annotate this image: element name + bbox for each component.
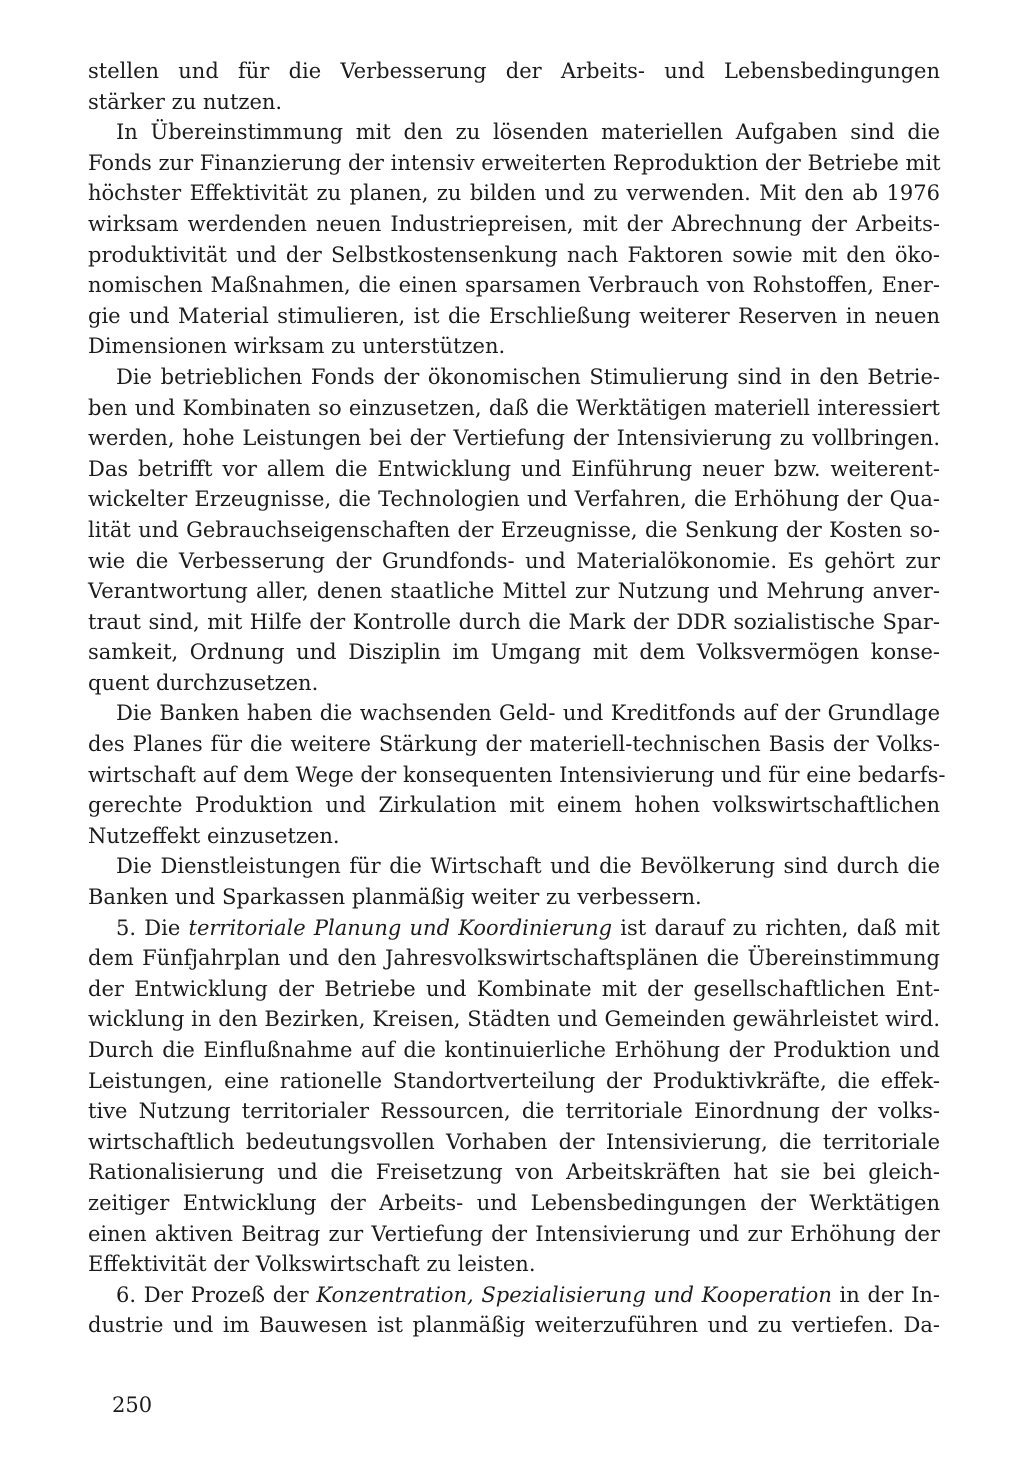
- section-5-emphasis: territoriale Planung und Koordinierung: [188, 915, 613, 940]
- section-6-emphasis: Konzentration, Spezialisierung und Kooperation: [316, 1282, 832, 1307]
- text-line: tive Nutzung territorialer Ressourcen, die territoriale Einordnung der volks-: [88, 1099, 940, 1124]
- paragraph-first-line: Die Dienstleistungen für die Wirtschaft und die Bevölkerung sind durch die: [116, 854, 940, 879]
- text-line: Dimensionen wirksam zu unterstützen.: [88, 334, 506, 359]
- text-line: wirtschaft auf dem Wege der konsequenten Intensivierung und für eine bedarfs-: [88, 762, 946, 787]
- text-line: wicklung in den Bezirken, Kreisen, Städten und Gemeinden gewährleistet wird.: [88, 1007, 940, 1032]
- section-5-rest: ist darauf zu richten, daß mit: [612, 915, 940, 940]
- document-page: [88, 56, 946, 1341]
- text-line: traut sind, mit Hilfe der Kontrolle durch die Mark der DDR sozialistische Spar-: [88, 609, 940, 634]
- text-line: gerechte Produktion und Zirkulation mit einem hohen volkswirtschaftlichen: [88, 793, 940, 818]
- text-line: Verantwortung aller, denen staatliche Mittel zur Nutzung und Mehrung anver-: [88, 579, 940, 604]
- text-line: ben und Kombinaten so einzusetzen, daß die Werktätigen materiell interessiert: [88, 395, 940, 420]
- text-line: der Entwicklung der Betriebe und Kombinate mit der gesellschaftlichen Ent-: [88, 976, 940, 1001]
- text-line: einen aktiven Beitrag zur Vertiefung der Intensivierung und zur Erhöhung der: [88, 1221, 940, 1246]
- text-line: Effektivität der Volkswirtschaft zu leisten.: [88, 1252, 536, 1277]
- paragraph-first-line: In Übereinstimmung mit den zu lösenden materiellen Aufgaben sind die: [116, 120, 940, 145]
- text-line: Leistungen, eine rationelle Standortverteilung der Produktivkräfte, die effek-: [88, 1068, 940, 1093]
- text-line: höchster Effektivität zu planen, zu bilden und zu verwenden. Mit den ab 1976: [88, 181, 940, 206]
- text-line: quent durchzusetzen.: [88, 670, 319, 695]
- text-line: samkeit, Ordnung und Disziplin im Umgang mit dem Volksvermögen konse-: [88, 640, 940, 665]
- text-line: stellen und für die Verbesserung der Arbeits- und Lebensbedingungen: [88, 59, 940, 83]
- paragraph-first-line: Die betrieblichen Fonds der ökonomischen Stimulierung sind in den Betrie-: [116, 364, 940, 389]
- text-line: Rationalisierung und die Freisetzung von Arbeitskräften hat sie bei gleich-: [88, 1160, 940, 1185]
- section-6-lead: 6. Der Prozeß der: [116, 1282, 317, 1307]
- text-line: Banken und Sparkassen planmäßig weiter zu verbessern.: [88, 885, 702, 910]
- text-line: dem Fünfjahrplan und den Jahresvolkswirtschaftsplänen die Übereinstimmung: [88, 946, 940, 971]
- text-line: gie und Material stimulieren, ist die Erschließung weiterer Reserven in neuen: [88, 303, 940, 328]
- section-6-rest: in der In-: [831, 1282, 941, 1307]
- text-line: wie die Verbesserung der Grundfonds- und Materialökonomie. Es gehört zur: [88, 548, 940, 573]
- text-line: Das betrifft vor allem die Entwicklung und Einführung neuer bzw. weiterent-: [88, 456, 940, 481]
- section-6-heading-line: [88, 1280, 940, 1311]
- section-5-heading-line: [88, 913, 940, 944]
- text-line: Nutzeffekt einzusetzen.: [88, 823, 340, 848]
- text-line: produktivität und der Selbstkostensenkung nach Faktoren sowie mit den öko-: [88, 242, 940, 267]
- text-line: stärker zu nutzen.: [88, 89, 283, 114]
- text-line: dustrie und im Bauwesen ist planmäßig weiterzuführen und zu vertiefen. Da-: [88, 1313, 940, 1338]
- page-number: 250: [112, 1393, 153, 1417]
- text-line: lität und Gebrauchseigenschaften der Erzeugnisse, die Senkung der Kosten so-: [88, 517, 940, 542]
- text-line: wirtschaftlich bedeutungsvollen Vorhaben der Intensivierung, die territoriale: [88, 1129, 940, 1154]
- text-line: wickelter Erzeugnisse, die Technologien und Verfahren, die Erhöhung der Qua-: [88, 487, 940, 512]
- text-line: nomischen Maßnahmen, die einen sparsamen Verbrauch von Rohstoffen, Ener-: [88, 273, 940, 298]
- text-line: wirksam werdenden neuen Industriepreisen, mit der Abrechnung der Arbeits-: [88, 211, 940, 236]
- text-line: Durch die Einflußnahme auf die kontinuierliche Erhöhung der Produktion und: [88, 1038, 940, 1062]
- text-line: Fonds zur Finanzierung der intensiv erweiterten Reproduktion der Betriebe mit: [88, 150, 941, 175]
- text-line: werden, hohe Leistungen bei der Vertiefung der Intensivierung zu vollbringen.: [88, 426, 940, 451]
- text-line: des Planes für die weitere Stärkung der materiell-technischen Basis der Volks-: [88, 732, 940, 757]
- text-line: zeitiger Entwicklung der Arbeits- und Lebensbedingungen der Werktätigen: [88, 1190, 940, 1215]
- paragraph-first-line: Die Banken haben die wachsenden Geld- und Kreditfonds auf der Grundlage: [116, 701, 940, 726]
- section-5-lead: 5. Die: [116, 915, 189, 940]
